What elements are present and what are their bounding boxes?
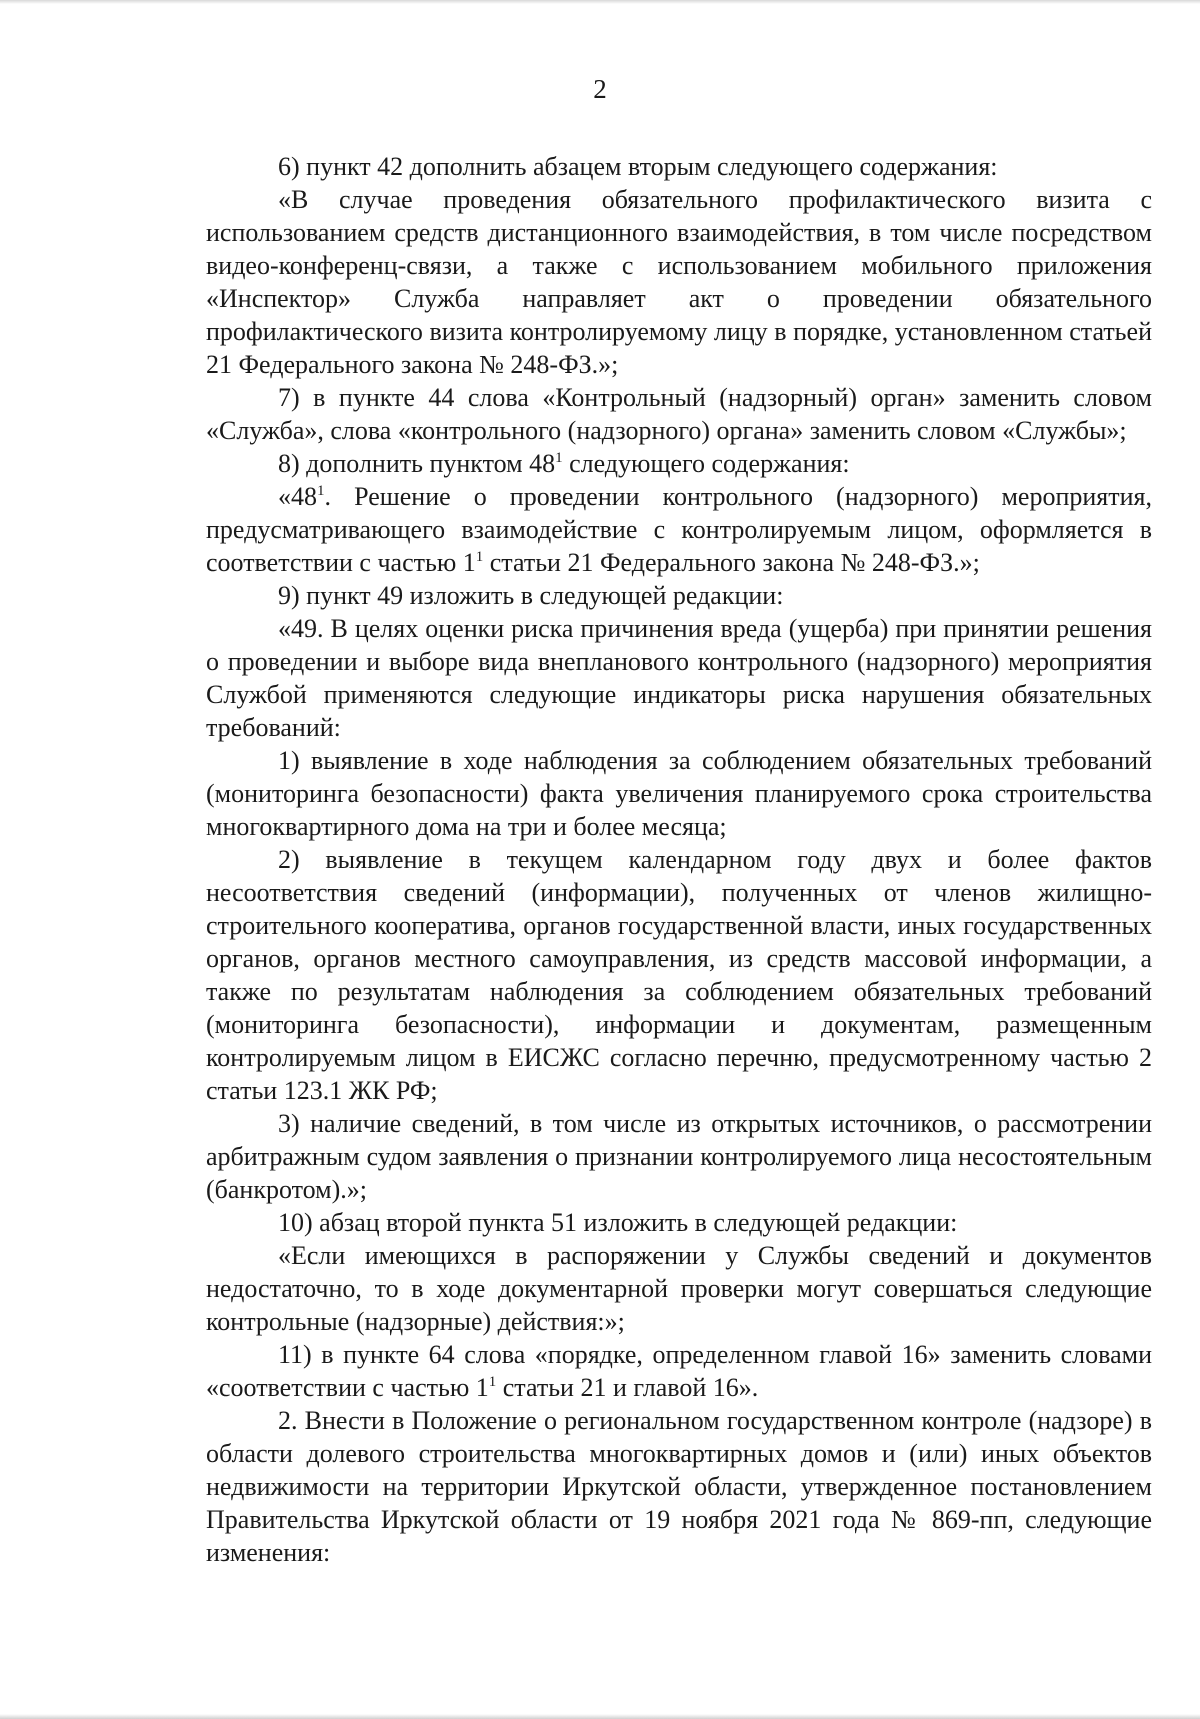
superscript: 1 xyxy=(488,1374,497,1390)
paragraph-section-2: 2. Внести в Положение о региональном государственном контроле (надзоре) в области долевого строительства многоквартирных домов и (или) иных объектов недвижимости на территории Иркутской области, утвержденное постановлением Правительства Иркутской области от 19 ноября 2021 года № 869-пп, следующие изменения: xyxy=(206,1406,1152,1567)
text-run: статьи 21 Федерального закона № 248-ФЗ.»; xyxy=(483,548,980,577)
paragraph-item-9-intro: 9) пункт 49 изложить в следующей редакции: xyxy=(278,581,784,610)
paragraph-item-9-indicator-2: 2) выявление в текущем календарном году двух и более фактов несоответствия сведений (информации), полученных от членов жилищно-строительного кооператива, органов государственной власти, иных государственных органов, органов местного самоуправления, из средств массовой информации, а также по результатам наблюдения за соблюдением обязательных требований (мониторинга безопасности), информации и документам, размещенным контролируемым лицом в ЕИСЖС согласно перечню, предусмотренному частью 2 статьи 123.1 ЖК РФ; xyxy=(206,845,1152,1105)
paragraph-item-11 xyxy=(206,1338,1152,1404)
document-body xyxy=(206,150,1152,1569)
paragraph-item-10-intro: 10) абзац второй пункта 51 изложить в следующей редакции: xyxy=(278,1208,958,1237)
paragraph-item-6-quote: «В случае проведения обязательного профилактического визита с использованием средств дистанционного взаимодействия, в том числе посредством видео-конференц-связи, а также с использованием мобильного приложения «Инспектор» Служба направляет акт о проведении обязательного профилактического визита контролируемому лицу в порядке, установленном статьей 21 Федерального закона № 248-ФЗ.»; xyxy=(206,185,1152,379)
paragraph-item-9-quote: «49. В целях оценки риска причинения вреда (ущерба) при принятии решения о проведении и выборе вида внепланового контрольного (надзорного) мероприятия Службой применяются следующие индикаторы риска нарушения обязательных требований: xyxy=(206,614,1152,742)
text-run: 8) дополнить пунктом 48 xyxy=(278,449,556,478)
paragraph-item-10-quote: «Если имеющихся в распоряжении у Службы сведений и документов недостаточно, то в ходе документарной проверки могут совершаться следующие контрольные (надзорные) действия:»; xyxy=(206,1241,1152,1336)
scan-edge-top xyxy=(0,0,1200,4)
paragraph-item-7: 7) в пункте 44 слова «Контрольный (надзорный) орган» заменить словом «Служба», слова «контрольного (надзорного) органа» заменить словом «Службы»; xyxy=(206,383,1152,445)
text-run: следующего содержания: xyxy=(562,449,850,478)
text-run: статьи 21 и главой 16». xyxy=(496,1373,759,1402)
paragraph-item-6-intro: 6) пункт 42 дополнить абзацем вторым следующего содержания: xyxy=(278,152,998,181)
superscript: 1 xyxy=(317,483,325,499)
paragraph-item-8-quote xyxy=(206,480,1152,579)
page-number: 2 xyxy=(593,74,607,104)
scan-edge-bottom xyxy=(0,1714,1200,1719)
text-run: . Решение о проведении контрольного (надзорного) мероприятия, предусматривающего взаимодействие с контролируемым лицом, оформляется в соответствии с частью 1 xyxy=(206,482,1152,577)
text-run: 11) в пункте 64 слова «порядке, определенном главой 16» заменить словами «соответствии с частью 1 xyxy=(206,1340,1152,1402)
paragraph-item-8-intro xyxy=(206,447,1152,480)
superscript: 1 xyxy=(555,450,563,466)
superscript: 1 xyxy=(475,549,484,565)
text-run: «48 xyxy=(278,482,317,511)
paragraph-item-9-indicator-1: 1) выявление в ходе наблюдения за соблюдением обязательных требований (мониторинга безопасности) факта увеличения планируемого срока строительства многоквартирного дома на три и более месяца; xyxy=(206,746,1152,841)
paragraph-item-9-indicator-3: 3) наличие сведений, в том числе из открытых источников, о рассмотрении арбитражным судом заявления о признании контролируемого лица несостоятельным (банкротом).»; xyxy=(206,1109,1152,1204)
